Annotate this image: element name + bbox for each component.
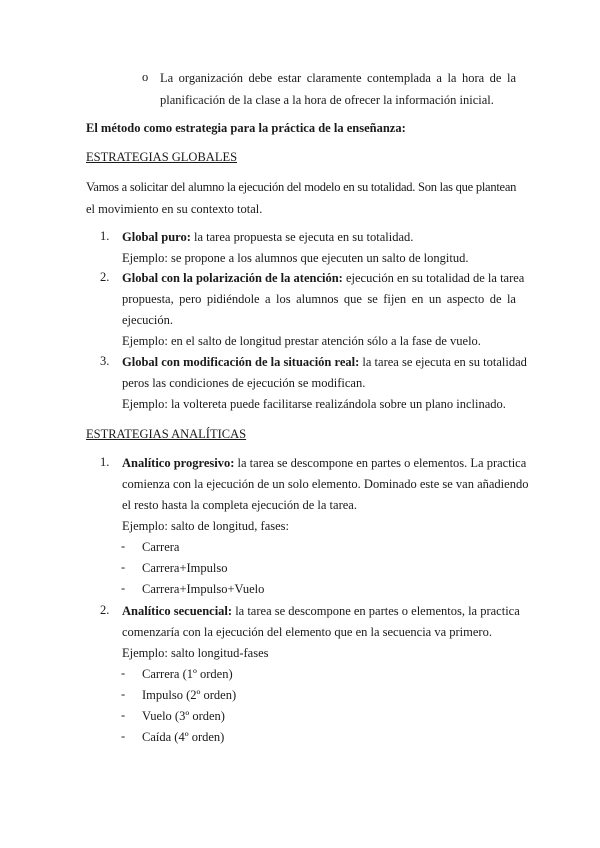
analytic-item-1-number: 1. [100, 455, 110, 469]
phase-dash: - [121, 729, 126, 743]
phase-dash: - [121, 539, 126, 553]
global-item-3-text: la tarea se ejecuta en su totalidad [359, 355, 527, 369]
global-item-3-number: 3. [100, 354, 110, 368]
global-item-1-number: 1. [100, 229, 110, 243]
analytic-2-phase-1: Carrera (1º orden) [142, 667, 233, 681]
global-item-2-line-3: ejecución. [122, 313, 174, 327]
global-item-1-example: Ejemplo: se propone a los alumnos que ejecuten un salto de longitud. [122, 251, 469, 265]
global-intro-line-2: el movimiento en su contexto total. [86, 202, 263, 216]
global-item-1-title: Global puro: [122, 230, 191, 244]
analytic-strategies-heading: ESTRATEGIAS ANALÍTICAS [86, 427, 247, 441]
global-item-1-line-1 [122, 229, 552, 245]
global-item-3-title: Global con modificación de la situación real: [122, 355, 360, 369]
phase-dash: - [121, 581, 126, 595]
global-item-3-example: Ejemplo: la voltereta puede facilitarse realizándola sobre un plano inclinado. [122, 397, 506, 411]
analytic-item-2-text: la tarea se descompone en partes o elementos, la practica [232, 604, 520, 618]
section-title: El método como estrategia para la práctica de la enseñanza: [86, 121, 406, 135]
global-item-2-text: ejecución en su totalidad de la tarea [342, 271, 525, 285]
analytic-item-2-line-2: comenzaría con la ejecución del elemento que en la secuencia va primero. [122, 625, 492, 639]
global-item-2-number: 2. [100, 270, 110, 284]
analytic-item-1-line-3: el resto hasta la completa ejecución de la tarea. [122, 498, 357, 512]
bullet-symbol: o [142, 70, 149, 84]
analytic-1-phase-1: Carrera [142, 540, 180, 554]
global-item-1-text: la tarea propuesta se ejecuta en su totalidad. [190, 230, 414, 244]
analytic-item-1-line-1 [122, 455, 527, 471]
analytic-item-2-line-1 [122, 603, 520, 619]
analytic-1-phase-2: Carrera+Impulso [142, 561, 228, 575]
global-item-2-example: Ejemplo: en el salto de longitud prestar atención sólo a la fase de vuelo. [122, 334, 481, 348]
phase-dash: - [121, 687, 126, 701]
global-item-2-title: Global con la polarización de la atención: [122, 271, 343, 285]
analytic-2-phase-4: Caída (4º orden) [142, 730, 225, 744]
analytic-item-1-title: Analítico progresivo: [122, 456, 235, 470]
analytic-2-phase-3: Vuelo (3º orden) [142, 709, 225, 723]
global-item-2-line-2: propuesta, pero pidiéndole a los alumnos que se fijen en un aspecto de la [122, 292, 516, 306]
phase-dash: - [121, 708, 126, 722]
analytic-item-2-number: 2. [100, 603, 110, 617]
intro-bullet-line-1: La organización debe estar claramente contemplada a la hora de la [160, 71, 516, 85]
phase-dash: - [121, 666, 126, 680]
intro-bullet-line-2: planificación de la clase a la hora de ofrecer la información inicial. [160, 93, 494, 107]
global-item-2-line-1 [122, 270, 525, 286]
analytic-item-2-title: Analítico secuencial: [122, 604, 233, 618]
analytic-1-phase-3: Carrera+Impulso+Vuelo [142, 582, 265, 596]
global-item-3-line-1 [122, 354, 527, 370]
global-item-3-line-2: peros las condiciones de ejecución se modifican. [122, 376, 366, 390]
global-strategies-heading: ESTRATEGIAS GLOBALES [86, 150, 238, 164]
analytic-item-2-example: Ejemplo: salto longitud-fases [122, 646, 269, 660]
analytic-item-1-example: Ejemplo: salto de longitud, fases: [122, 519, 289, 533]
analytic-item-1-text: la tarea se descompone en partes o elementos. La practica [234, 456, 527, 470]
phase-dash: - [121, 560, 126, 574]
analytic-item-1-line-2: comienza con la ejecución de un solo elemento. Dominado este se van añadiendo [122, 477, 529, 491]
global-intro-line-1: Vamos a solicitar del alumno la ejecución del modelo en su totalidad. Son las que plantean [86, 180, 517, 194]
analytic-2-phase-2: Impulso (2º orden) [142, 688, 237, 702]
